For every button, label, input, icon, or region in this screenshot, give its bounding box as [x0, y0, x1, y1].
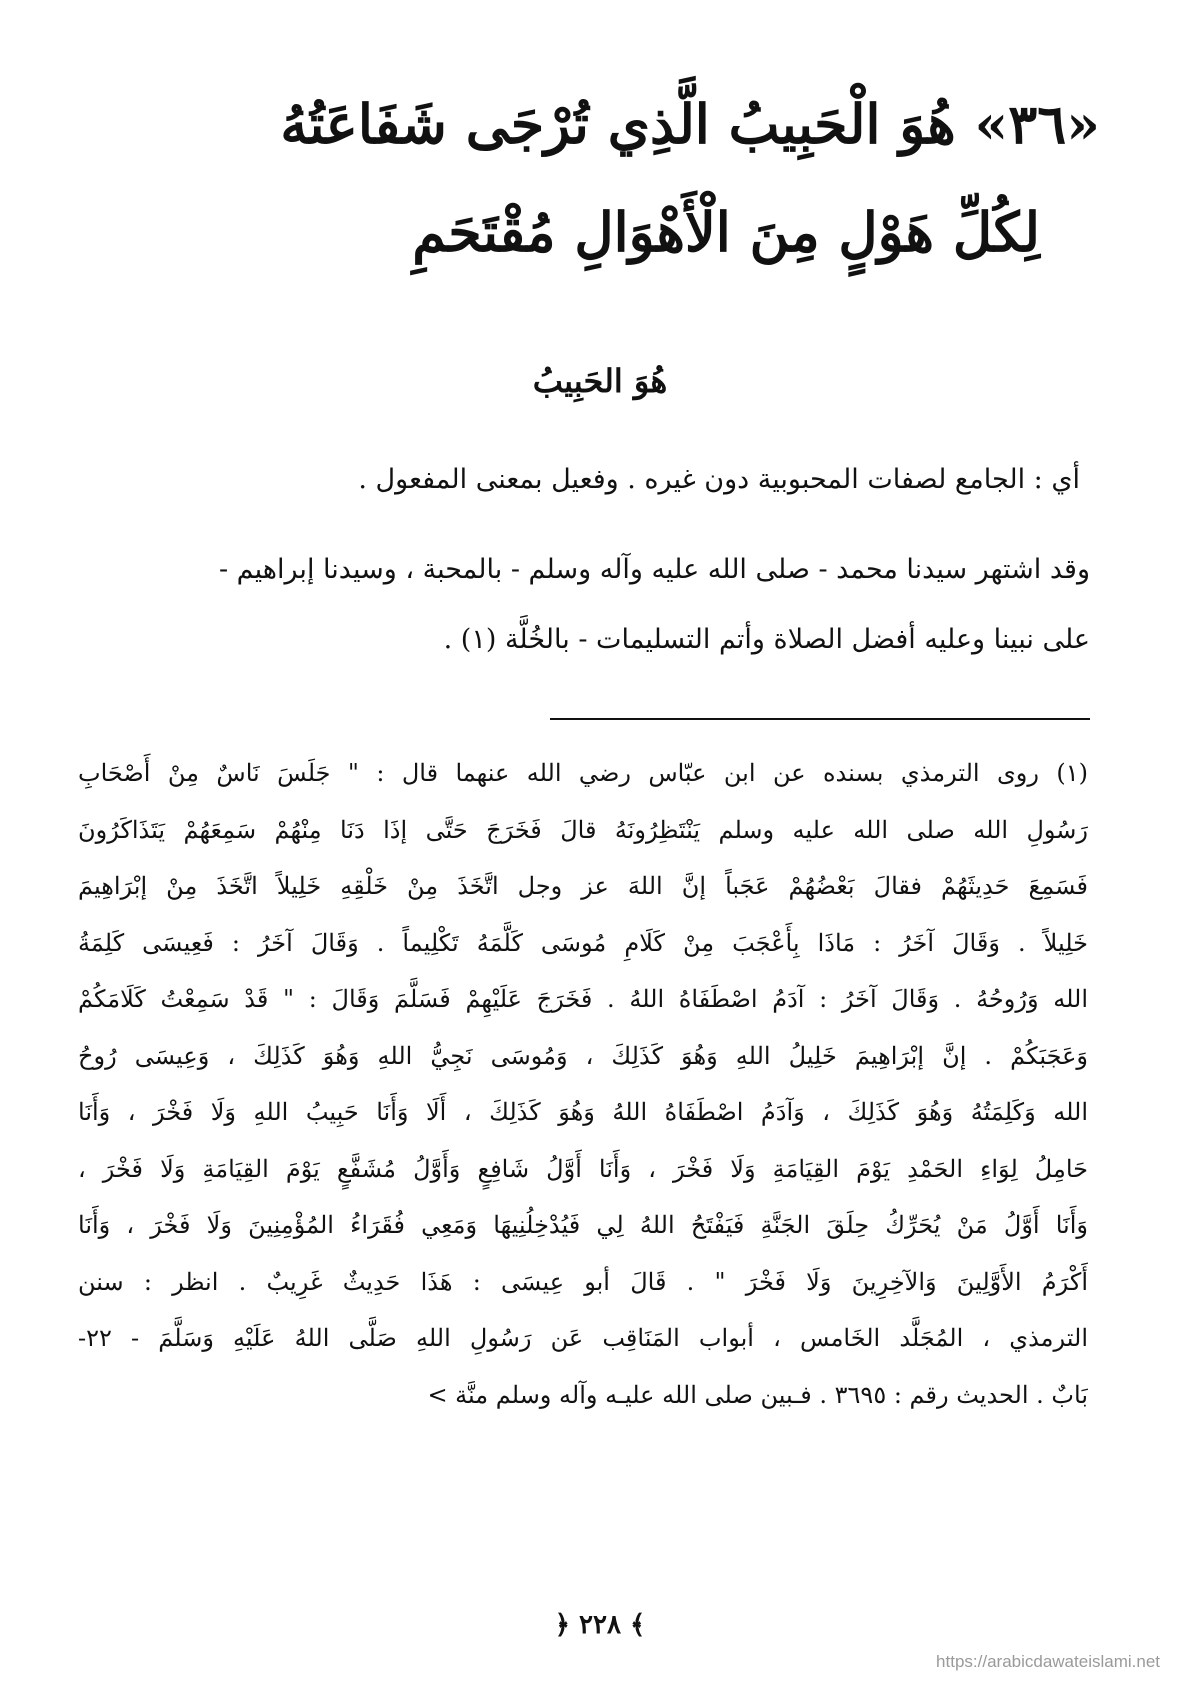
- footnote-line: حَامِلُ لِوَاءِ الحَمْدِ يَوْمَ القِيَامَةِ وَلَا فَخْرَ ، وَأَنَا أَوَّلُ شَافِعٍ وَأَوَّلُ مُشَفَّعٍ يَوْمَ القِيَامَةِ وَلَا فَخْرَ ،: [78, 1154, 1088, 1183]
- footnote-line: خَلِيلاً . وَقَالَ آخَرُ : مَاذَا بِأَعْجَبَ مِنْ كَلَامِ مُوسَى كَلَّمَهُ تَكْلِيماً . وَقَالَ آخَرُ : فَعِيسَى كَلِمَةُ: [78, 928, 1088, 957]
- poem-verse-second-hemistich: لِكُلِّ هَوْلٍ مِنَ الْأَهْوَالِ مُقْتَحَمِ: [412, 200, 1040, 264]
- body-paragraph-1: أي : الجامع لصفات المحبوبية دون غيره . وفعيل بمعنى المفعول .: [358, 464, 1080, 495]
- footnote-line: (١) روى الترمذي بسنده عن ابن عبّاس رضي الله عنهما قال : " جَلَسَ نَاسٌ مِنْ أَصْحَابِ: [78, 759, 1088, 787]
- footnote-separator: [550, 718, 1090, 720]
- page-number: ﴿ ٢٢٨ ﴾: [554, 1610, 646, 1640]
- footnote-line: فَسَمِعَ حَدِيثَهُمْ فقالَ بَعْضُهُمْ عَجَباً إنَّ اللهَ عز وجل اتَّخَذَ مِنْ خَلْقِهِ خَلِيلاً اتَّخَذَ مِنْ إبْرَاهِيمَ: [78, 872, 1088, 900]
- footnote-line: الله وَكَلِمَتُهُ وَهُوَ كَذَلِكَ ، وَآدَمُ اصْطَفَاهُ اللهُ وَهُوَ كَذَلِكَ ، أَلَا وَأَنَا حَبِيبُ اللهِ وَلَا فَخْرَ ، وَأَنَا: [78, 1098, 1088, 1126]
- footnote-line: الترمذي ، المُجَلَّد الخَامس ، أبواب المَنَاقِب عَن رَسُولِ اللهِ صَلَّى اللهُ عَلَيْهِ وَسَلَّمَ - ٢٢-: [78, 1324, 1088, 1352]
- poem-verse-first-hemistich: «٣٦» هُوَ الْحَبِيبُ الَّذِي تُرْجَى شَفَاعَتُهُ: [280, 92, 1100, 156]
- footnote-line: الله وَرُوحُهُ . وَقَالَ آخَرُ : آدَمُ اصْطَفَاهُ اللهُ . فَخَرَجَ عَلَيْهِمْ فَسَلَّمَ وَقَالَ : " قَدْ سَمِعْتُ كَلَامَكُمْ: [78, 985, 1088, 1013]
- section-title: هُوَ الحَبِيبُ: [532, 362, 668, 400]
- body-paragraph-2-line-1: وقد اشتهر سيدنا محمد - صلى الله عليه وآله وسلم - بالمحبة ، وسيدنا إبراهيم -: [218, 554, 1090, 585]
- footnote-line: رَسُولِ الله صلى الله عليه وسلم يَنْتَظِرُونَهُ قالَ فَخَرَجَ حَتَّى إذَا دَنَا مِنْهُمْ سَمِعَهُمْ يَتَذَاكَرُونَ: [78, 815, 1088, 844]
- footnote-line: أَكْرَمُ الأَوَّلِينَ وَالآخِرِينَ وَلَا فَخْرَ " . قَالَ أبو عِيسَى : هَذَا حَدِيثٌ غَرِيبٌ . انظر : سنن: [78, 1267, 1088, 1296]
- footnote-line: بَابٌ . الحديث رقم : ٣٦٩٥ . فـبين صلى الله عليـه وآله وسلم منَّة >: [427, 1380, 1088, 1409]
- footnote-line: وَأَنَا أَوَّلُ مَنْ يُحَرِّكُ حِلَقَ الجَنَّةِ فَيَفْتَحُ اللهُ لِي فَيُدْخِلُنِيهَا وَمَعِي فُقَرَاءُ المُؤْمِنِينَ وَلَا فَخْرَ ، وَأَنَا: [78, 1211, 1088, 1239]
- footnote-block: [78, 745, 1088, 1423]
- body-paragraph-2-line-2: على نبينا وعليه أفضل الصلاة وأتم التسليمات - بالخُلَّة (١) .: [443, 624, 1090, 655]
- footnote-line: وَعَجَبَكُمْ . إنَّ إبْرَاهِيمَ خَلِيلُ اللهِ وَهُوَ كَذَلِكَ ، وَمُوسَى نَجِيُّ اللهِ وَهُوَ كَذَلِكَ ، وَعِيسَى رُوحُ: [78, 1041, 1088, 1070]
- watermark-url: https://arabicdawateislami.net: [936, 1652, 1160, 1671]
